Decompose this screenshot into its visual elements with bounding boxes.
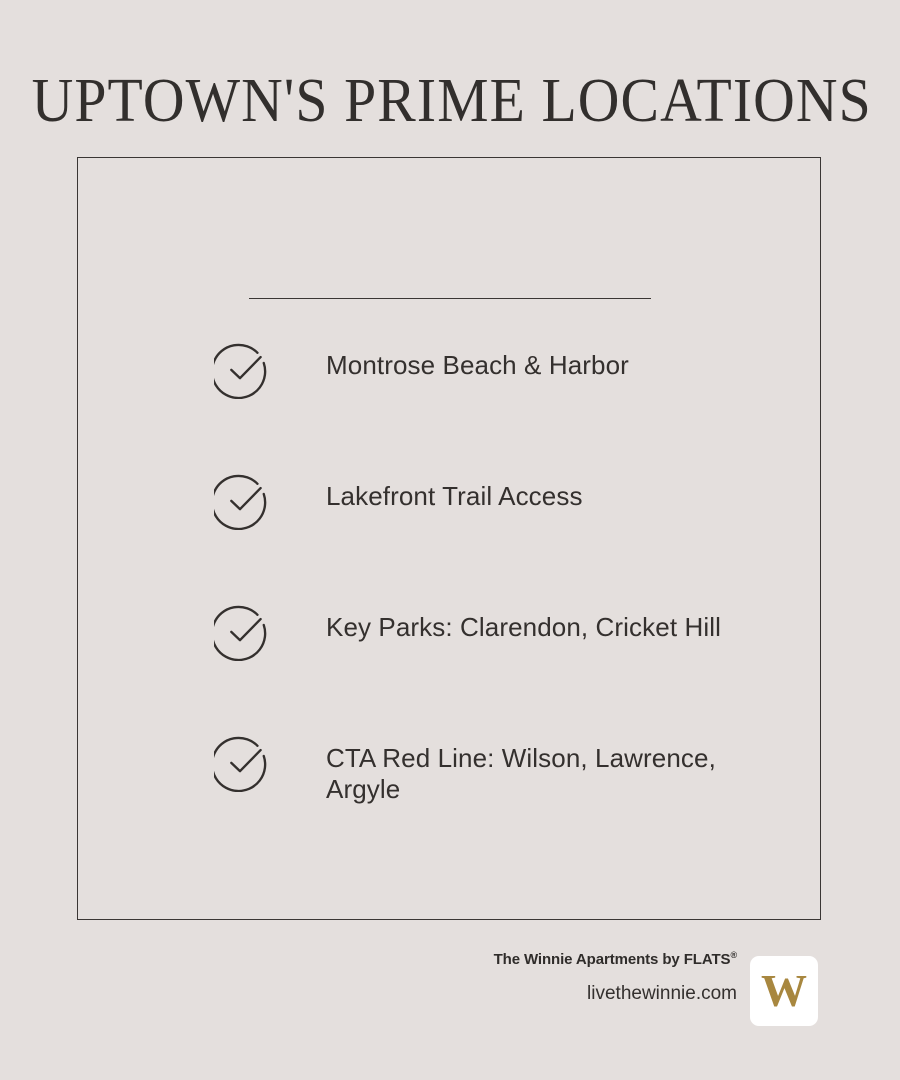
check-circle-icon: [214, 340, 273, 399]
list-item: [78, 602, 822, 660]
brand-logo-badge: [750, 956, 818, 1026]
footer-brand-label: The Winnie Apartments by FLATS: [493, 951, 731, 968]
list-item-label: CTA Red Line: Wilson, Lawrence, Argyle: [326, 743, 716, 804]
page-title: UPTOWN'S PRIME LOCATIONS: [31, 66, 872, 135]
content-panel: [77, 157, 821, 920]
list-item-label: Montrose Beach & Harbor: [326, 350, 629, 380]
registered-mark-icon: ®: [730, 950, 737, 960]
list-item: [78, 340, 822, 398]
logo-letter-w: W: [761, 965, 807, 1016]
check-circle-icon: [214, 471, 273, 530]
list-item: [78, 471, 822, 529]
list-item: [78, 733, 822, 805]
footer-text-block: [494, 950, 737, 1006]
section-divider: [249, 298, 651, 299]
check-circle-icon: [214, 733, 273, 792]
feature-list: [78, 340, 822, 805]
check-circle-icon: [214, 602, 273, 661]
list-item-label: Lakefront Trail Access: [326, 481, 583, 511]
list-item-label: Key Parks: Clarendon, Cricket Hill: [326, 612, 721, 642]
page-title-container: [0, 26, 900, 176]
footer-brand-name: [494, 950, 737, 970]
footer-website-url[interactable]: livethewinnie.com: [587, 983, 737, 1004]
